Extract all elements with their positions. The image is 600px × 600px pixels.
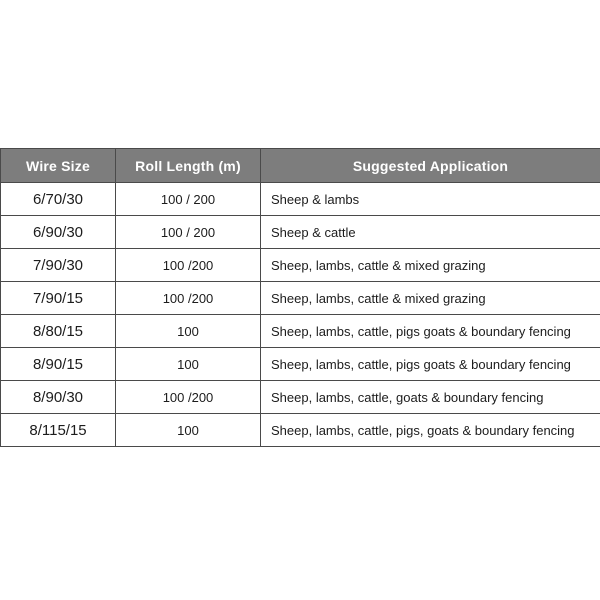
cell-wire-size: 8/90/30 <box>1 381 116 414</box>
table-row <box>1 282 600 315</box>
table-header-row <box>1 149 600 183</box>
table-row <box>1 216 600 249</box>
cell-wire-size: 6/90/30 <box>1 216 116 249</box>
cell-roll-length: 100 / 200 <box>116 183 261 216</box>
header-wire-size: Wire Size <box>1 149 116 183</box>
cell-application: Sheep, lambs, cattle, pigs goats & boundary fencing <box>261 315 600 348</box>
cell-application: Sheep, lambs, cattle & mixed grazing <box>261 282 600 315</box>
cell-application: Sheep & lambs <box>261 183 600 216</box>
cell-wire-size: 7/90/30 <box>1 249 116 282</box>
wire-spec-table <box>0 148 600 447</box>
header-suggested-application: Suggested Application <box>261 149 600 183</box>
cell-application: Sheep, lambs, cattle, pigs goats & boundary fencing <box>261 348 600 381</box>
header-roll-length: Roll Length (m) <box>116 149 261 183</box>
cell-application: Sheep & cattle <box>261 216 600 249</box>
cell-roll-length: 100 /200 <box>116 381 261 414</box>
table-row <box>1 183 600 216</box>
table-row <box>1 381 600 414</box>
cell-roll-length: 100 /200 <box>116 249 261 282</box>
table-row <box>1 249 600 282</box>
cell-wire-size: 6/70/30 <box>1 183 116 216</box>
cell-roll-length: 100 / 200 <box>116 216 261 249</box>
cell-wire-size: 7/90/15 <box>1 282 116 315</box>
table-row <box>1 315 600 348</box>
cell-roll-length: 100 <box>116 315 261 348</box>
cell-application: Sheep, lambs, cattle & mixed grazing <box>261 249 600 282</box>
table-row <box>1 348 600 381</box>
cell-application: Sheep, lambs, cattle, goats & boundary fencing <box>261 381 600 414</box>
cell-roll-length: 100 /200 <box>116 282 261 315</box>
cell-roll-length: 100 <box>116 348 261 381</box>
table-row <box>1 414 600 447</box>
cell-roll-length: 100 <box>116 414 261 447</box>
cell-application: Sheep, lambs, cattle, pigs, goats & boundary fencing <box>261 414 600 447</box>
cell-wire-size: 8/90/15 <box>1 348 116 381</box>
cell-wire-size: 8/80/15 <box>1 315 116 348</box>
cell-wire-size: 8/115/15 <box>1 414 116 447</box>
